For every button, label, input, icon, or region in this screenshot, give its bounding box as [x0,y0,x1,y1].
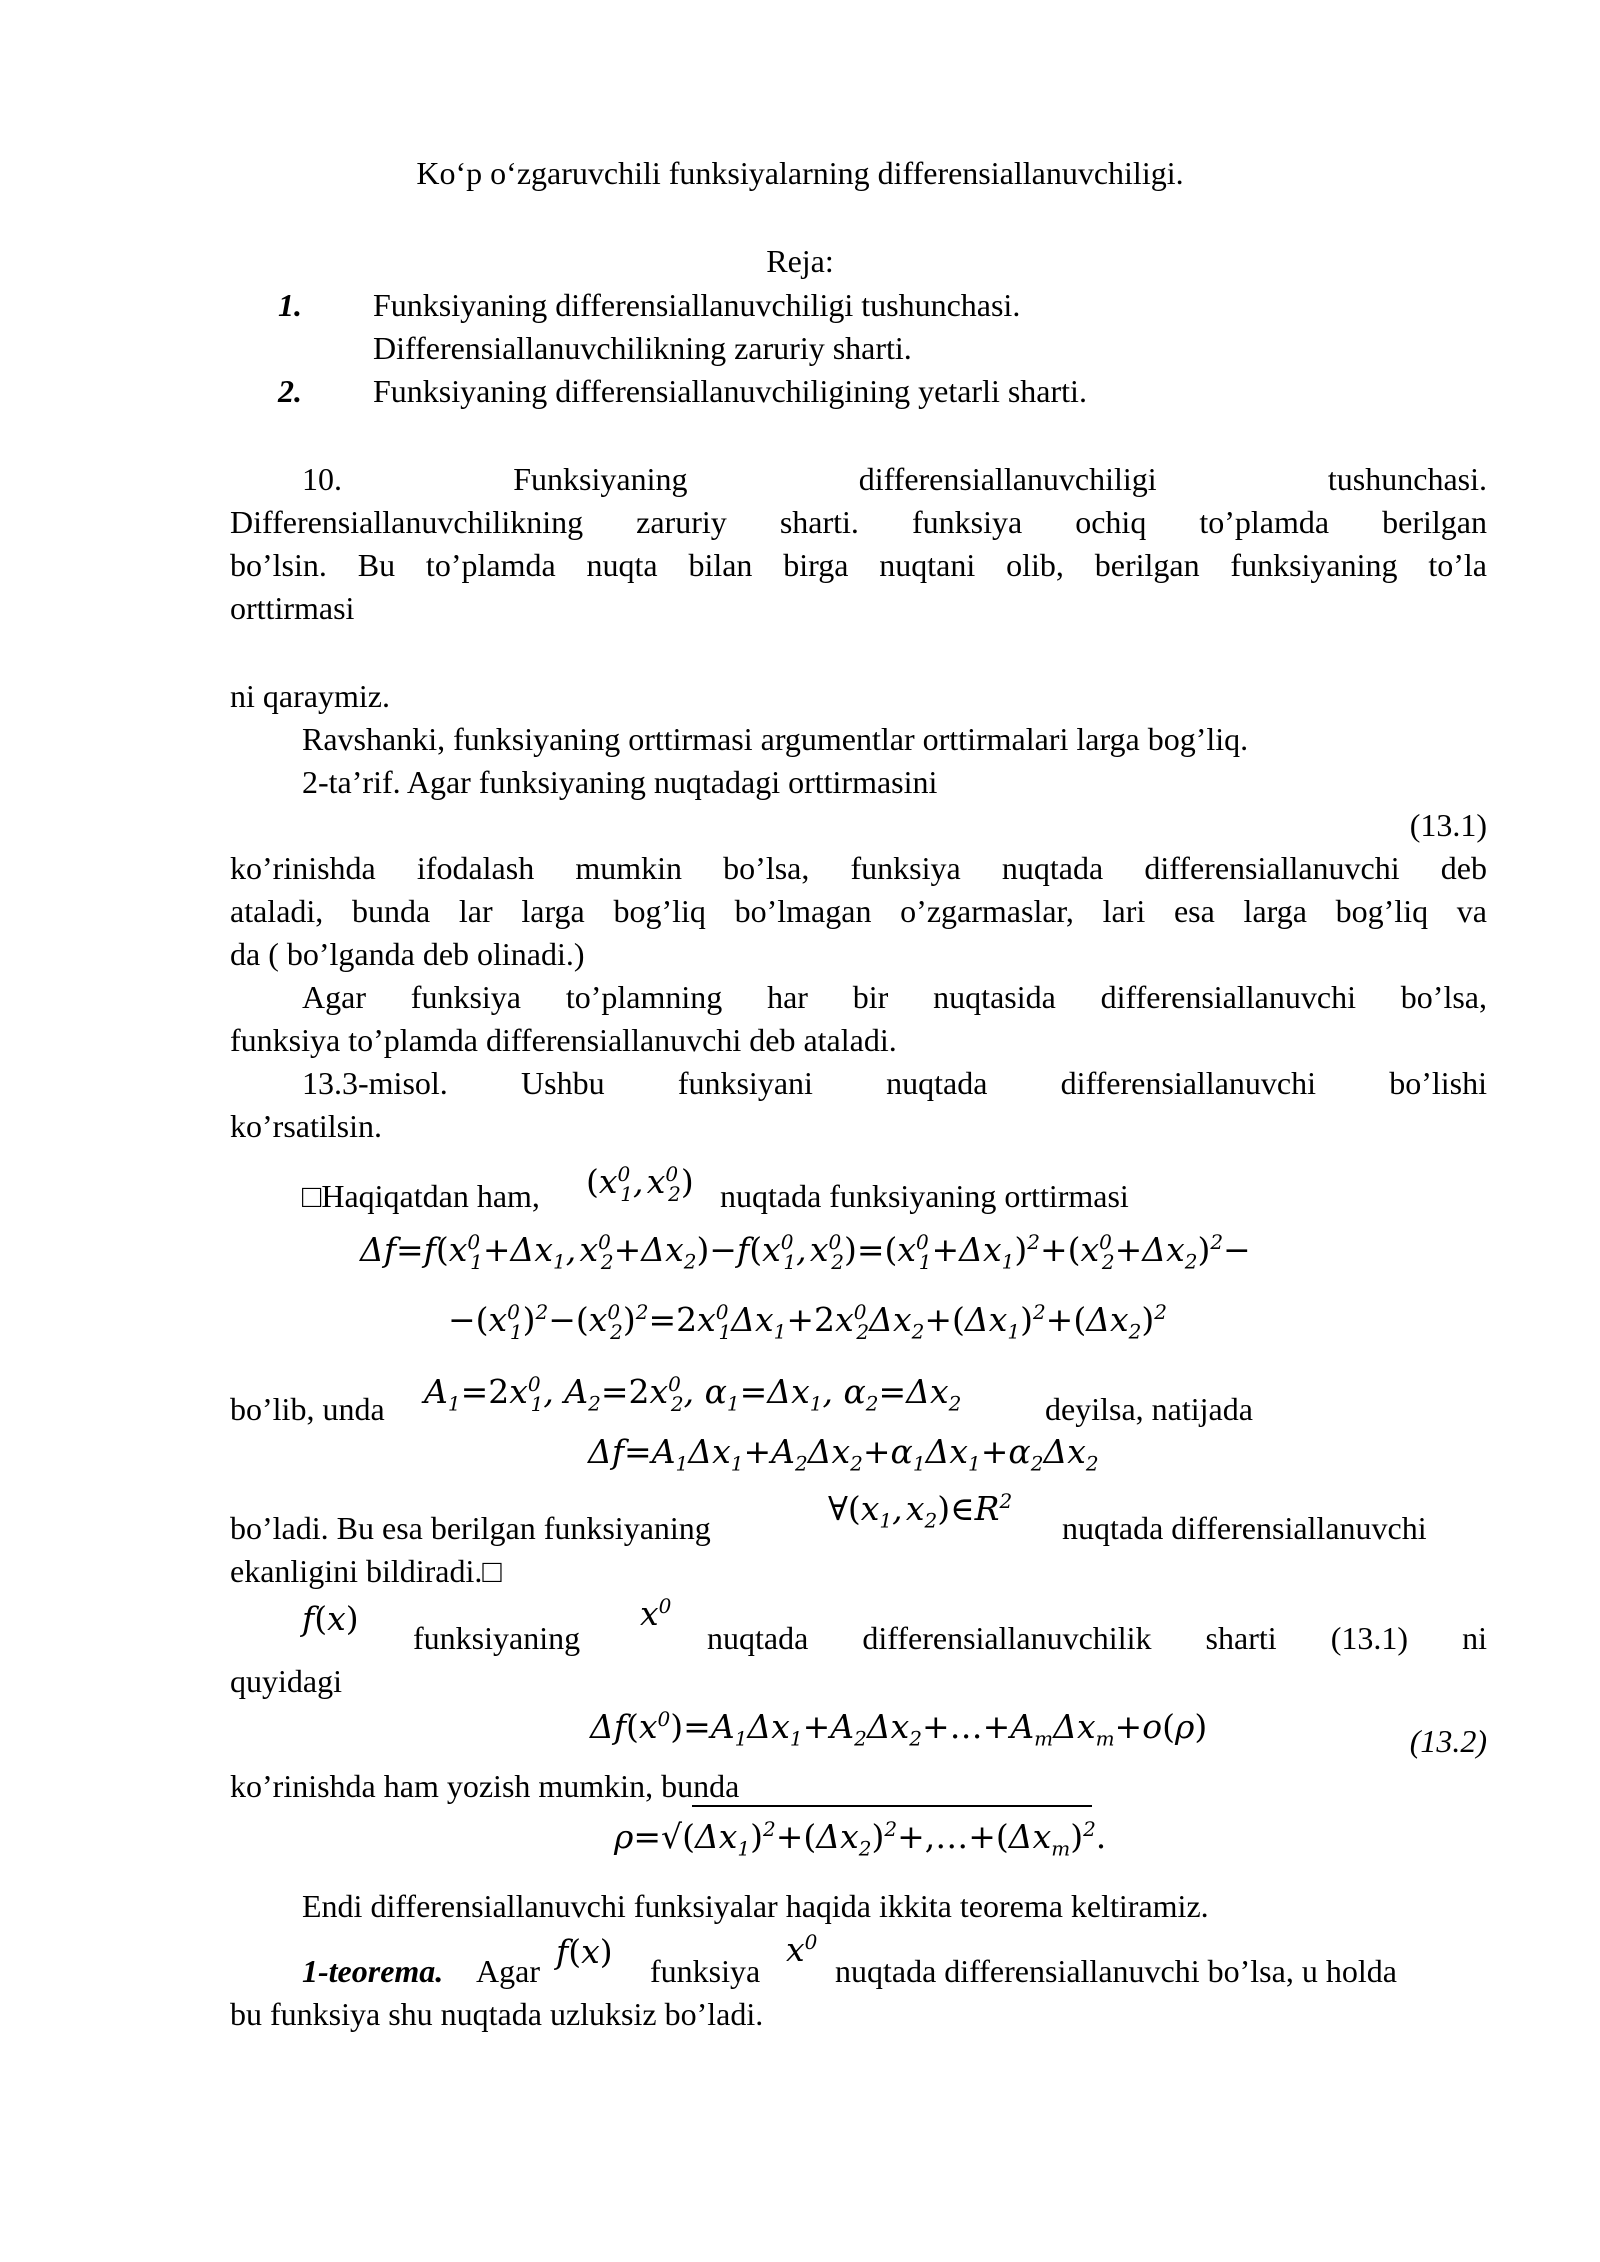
theorem-point-symbol: $x^0$ [786,1930,818,1969]
body-line: Ravshanki, funksiyaning orttirmasi argumentlar orttirmalari larga bog’liq. [302,721,1249,757]
body-line: Agar funksiya to’plamning har bir nuqtasida differensiallanuvchi bo’lsa, [302,979,1487,1015]
plan-item-2-line-1: Funksiyaning differensiallanuvchiligining yetarli sharti. [373,373,1087,409]
plan-heading: Reja: [766,243,834,279]
function-symbol: f(x) [302,1599,359,1638]
plan-item-1-line-2: Differensiallanuvchilikning zaruriy sharti. [373,330,912,366]
body-line: bo’lsin. Bu to’plamda nuqta bilan birga nuqtani olib, berilgan funksiyaning to’la [230,547,1487,583]
theorem-function-symbol: f(x) [556,1932,613,1971]
body-line: bo’lib, unda [230,1391,385,1427]
body-line: Differensiallanuvchilikning zaruriy sharti. funksiya ochiq to’plamda berilgan [230,504,1487,540]
body-line: nuqtada funksiyaning orttirmasi [720,1178,1129,1214]
body-line: funksiyaning [413,1620,581,1656]
body-line: orttirmasi [230,590,355,626]
result-formula: $\Delta f=A_1\Delta x_1+A_2\Delta x_2+\alpha_1\Delta x_1+\alpha_2\Delta x_2$ [588,1432,1099,1476]
body-line: ko’rinishda ifodalash mumkin bo’lsa, funksiya nuqtada differensiallanuvchi deb [230,850,1487,886]
proof-start-marker: □ [302,1178,322,1214]
increment-formula-line-1: $\Delta f=f(x^0_1+\Delta x_1$, $x^0_2+\Delta x_2)-f(x^0_1$, $x^0_2)=(x^0_1+\Delta x_1)^2+(x^0_2+\Delta x_2)^2-$ [360,1230,1251,1274]
plan-item-1-line-1: Funksiyaning differensiallanuvchiligi tushunchasi. [373,287,1021,323]
body-line: bu funksiya shu nuqtada uzluksiz bo’ladi. [230,1996,764,2032]
theorem-text: nuqtada differensiallanuvchi bo’lsa, u holda [835,1953,1397,1989]
coefficients-formula: $A_1=2x^0_1$, $A_2=2x^0_2$, $\alpha_1=\Delta x_1$, $\alpha_2=\Delta x_2$ [424,1372,962,1416]
plan-item-number-2: 2. [278,373,302,409]
body-line: quyidagi [230,1663,342,1699]
body-line: ni qaraymiz. [230,678,390,714]
section-heading: 10. Funksiyaning differensiallanuvchiligi tushunchasi. [302,461,1487,497]
theorem-text: Agar [476,1953,540,1989]
body-line: nuqtada differensiallanuvchilik sharti (13.1) ni [707,1620,1487,1656]
definition-line: 2-ta’rif. Agar funksiyaning nuqtadagi orttirmasini [302,764,938,800]
plan-item-number-1: 1. [278,287,302,323]
body-line: nuqtada differensiallanuvchi [1062,1510,1427,1546]
increment-formula-line-2: $-(x^0_1)^2-(x^0_2)^2=2x^0_1\Delta x_1+2x^0_2\Delta x_2+(\Delta x_1)^2+(\Delta x_2)^2$ [448,1300,1167,1344]
document-title: Ko‘p o‘zgaruvchili funksiyalarning differensiallanuvchiligi. [416,155,1184,191]
sqrt-vinculum [692,1805,1092,1807]
theorem-text: funksiya [650,1953,761,1989]
theorem-label: 1-teorema. [302,1953,444,1989]
equation-number-13-1: (13.1) [1409,807,1487,843]
point-symbol: $x^0$ [640,1594,672,1633]
differentiability-formula: $\Delta f(x^0)=A_1\Delta x_1+A_2\Delta x_2+\dots+A_m\Delta x_m+o(\rho)$ [590,1707,1208,1751]
body-line: bo’ladi. Bu esa berilgan funksiyaning [230,1510,711,1546]
proof-start-line: □Haqiqatdan ham, [302,1178,540,1214]
body-line: funksiya to’plamda differensiallanuvchi deb ataladi. [230,1022,897,1058]
proof-end-marker: □ [482,1553,502,1589]
body-line: ko’rinishda ham yozish mumkin, bunda [230,1768,740,1804]
proof-end-line: ekanligini bildiradi.□ [230,1553,502,1589]
body-line: da ( bo’lganda deb olinadi.) [230,936,585,972]
body-line: ko’rsatilsin. [230,1108,382,1144]
body-line: Endi differensiallanuvchi funksiyalar haqida ikkita teorema keltiramiz. [302,1888,1209,1924]
body-line: deyilsa, natijada [1045,1391,1253,1427]
body-line: ataladi, bunda lar larga bog’liq bo’lmagan o’zgarmaslar, lari esa larga bog’liq va [230,893,1487,929]
rho-formula: $\rho=√(\Delta x_1)^2+(\Delta x_2)^2+,\dots+(\Delta x_m)^2$. [614,1817,1107,1861]
domain-formula: $\forall(x_1$, $x_2)\in R^2$ [828,1489,1013,1533]
example-heading: 13.3-misol. Ushbu funksiyani nuqtada differensiallanuvchi bo’lishi [302,1065,1487,1101]
equation-number-13-2: (13.2) [1409,1723,1487,1759]
point-formula: ($x^0_1$, $x^0_2$) [586,1162,694,1206]
